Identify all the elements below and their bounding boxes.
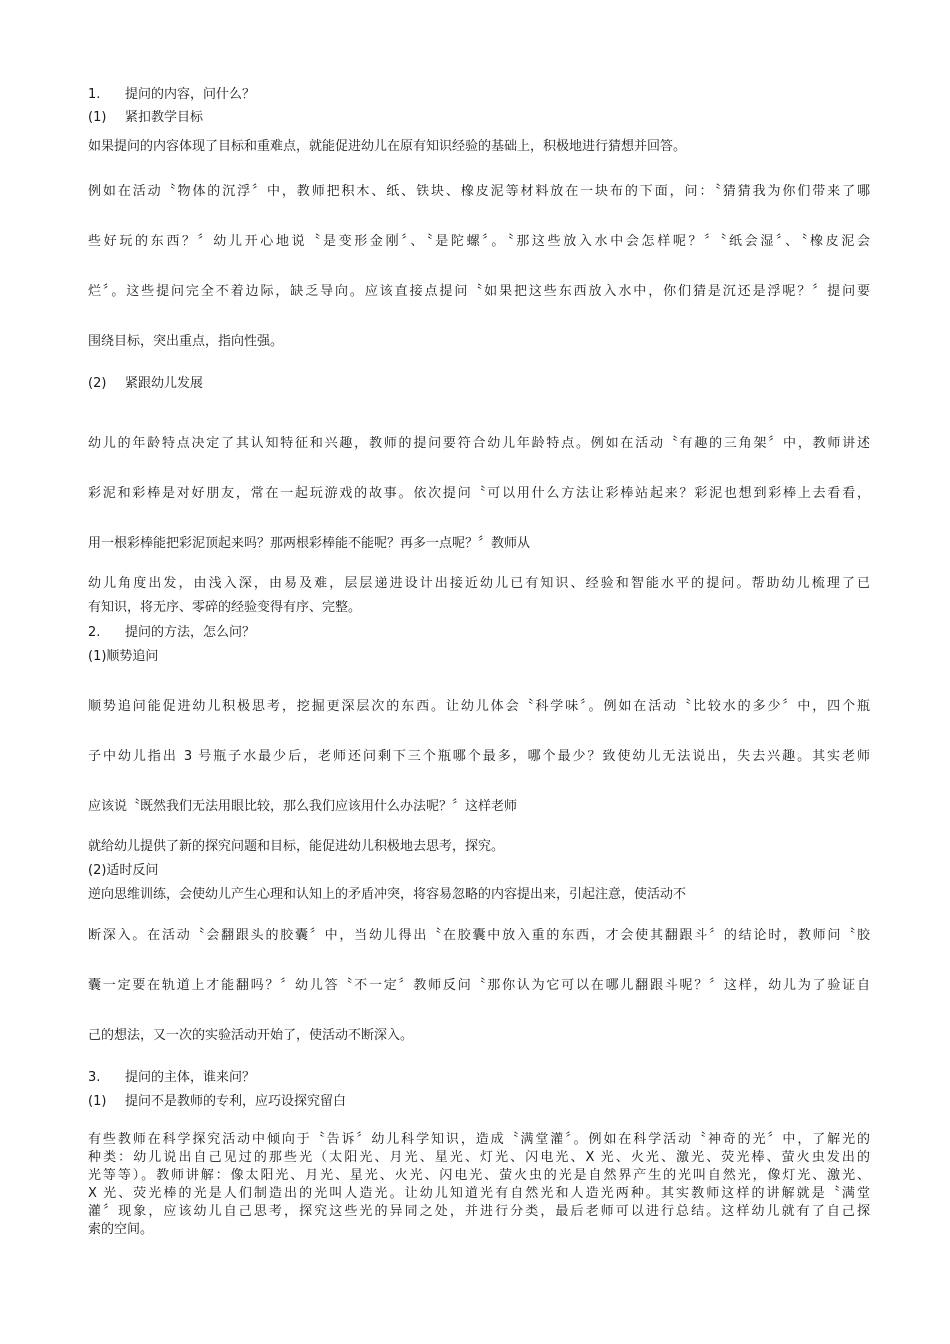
section-number: 1. [88, 87, 101, 102]
paragraph-line: 子中幼儿指出 3 号瓶子水最少后，老师还问剩下三个瓶哪个最多，哪个最少？致使幼儿无法说出，失去兴趣。其实老师 [88, 749, 870, 764]
subsection-title: 紧跟幼儿发展 [125, 376, 204, 391]
subsection-heading [88, 375, 203, 392]
paragraph-line: 幼儿的年龄特点决定了其认知特征和兴趣，教师的提问要符合幼儿年龄特点。例如在活动〝有趣的三角架〞中，教师讲述 [88, 436, 870, 451]
paragraph-line: 些好玩的东西？〞幼儿开心地说〝是变形金刚〞、〝是陀螺〞。〝那这些放入水中会怎样呢？〞〝纸会湿〞、〝橡皮泥会 [88, 234, 870, 249]
paragraph-line: 应该说〝既然我们无法用眼比较，那么我们应该用什么办法呢？〞这样老师 [88, 799, 518, 814]
paragraph-line: 索的空间。 [88, 1222, 154, 1237]
paragraph-line: 逆向思维训练，会使幼儿产生心理和认知上的矛盾冲突，将容易忽略的内容提出来，引起注意，使活动不 [88, 887, 687, 902]
subsection-title: 提问不是教师的专利，应巧设探究留白 [125, 1094, 347, 1109]
paragraph-line: 用一根彩棒能把彩泥顶起来吗？那两根彩棒能不能呢？再多一点呢？〞教师从 [88, 536, 531, 551]
section-heading-1 [88, 86, 255, 103]
paragraph-line: 囊一定要在轨道上才能翻吗？〞幼儿答〝不一定〞教师反问〝那你认为它可以在哪儿翻跟斗呢？〞这样，幼儿为了验证自 [88, 978, 870, 993]
paragraph-line: 种类：幼儿说出自己见过的那些光（太阳光、月光、星光、灯光、闪电光、X 光、火光、激光、荧光棒、萤火虫发出的 [88, 1150, 870, 1165]
paragraph-line: 己的想法，又一次的实验活动开始了，使活动不断深入。 [88, 1028, 414, 1043]
subsection-heading [88, 109, 203, 126]
paragraph-line: 灌〞现象，应该幼儿自己思考，探究这些光的异同之处，并进行分类，最后老师可以进行总结。这样幼儿就有了自己探 [88, 1204, 870, 1219]
paragraph-line: 顺势追问能促进幼儿积极思考，挖掘更深层次的东西。让幼儿体会〝科学味〞。例如在活动〝比较水的多少〞中，四个瓶 [88, 699, 870, 714]
subsection-heading: (2)适时反问 [88, 863, 159, 878]
section-number: 2. [88, 625, 101, 640]
subsection-number: (1) [88, 110, 107, 125]
paragraph-line: 例如在活动〝物体的沉浮〞中，教师把积木、纸、铁块、橡皮泥等材料放在一块布的下面，问：〝猜猜我为你们带来了哪 [88, 184, 870, 199]
subsection-title: 紧扣教学目标 [125, 110, 204, 125]
section-title: 提问的主体，谁来问？ [125, 1070, 256, 1085]
section-title: 提问的方法，怎么问？ [125, 625, 256, 640]
paragraph-line: 围绕目标，突出重点，指向性强。 [88, 334, 284, 349]
paragraph-line: 就给幼儿提供了新的探究问题和目标，能促进幼儿积极地去思考，探究。 [88, 839, 505, 854]
subsection-number: (2) [88, 376, 107, 391]
paragraph-line: 烂〞。这些提问完全不着边际，缺乏导向。应该直接点提问〝如果把这些东西放入水中，你们猜是沉还是浮呢？〞提问要 [88, 284, 870, 299]
paragraph-line: 有知识，将无序、零碎的经验变得有序、完整。 [88, 600, 362, 615]
section-number: 3. [88, 1070, 101, 1085]
subsection-heading [88, 1093, 346, 1110]
paragraph-line: 有些教师在科学探究活动中倾向于〝告诉〞幼儿科学知识，造成〝满堂灌〞。例如在科学活动〝神奇的光〞中，了解光的 [88, 1132, 870, 1147]
subsection-heading: (1)顺势追问 [88, 649, 159, 664]
paragraph-line: 幼儿角度出发，由浅入深，由易及难，层层递进设计出接近幼儿已有知识、经验和智能水平的提问。帮助幼儿梳理了已 [88, 576, 870, 591]
paragraph-line: 如果提问的内容体现了目标和重难点，就能促进幼儿在原有知识经验的基础上，积极地进行猜想并回答。 [88, 139, 687, 154]
paragraph-line: X 光、荧光棒的光是人们制造出的光叫人造光。让幼儿知道光有自然光和人造光两种。其实教师这样的讲解就是〝满堂 [88, 1186, 870, 1201]
paragraph-line: 彩泥和彩棒是对好朋友，常在一起玩游戏的故事。依次提问〝可以用什么方法让彩棒站起来？彩泥也想到彩棒上去看看， [88, 486, 870, 501]
paragraph-line: 光等等）。教师讲解：像太阳光、月光、星光、火光、闪电光、萤火虫的光是自然界产生的光叫自然光，像灯光、激光、 [88, 1168, 870, 1183]
paragraph-line: 断深入。在活动〝会翻跟头的胶囊〞中，当幼儿得出〝在胶囊中放入重的东西，才会使其翻跟斗〞的结论时，教师问〝胶 [88, 928, 870, 943]
section-heading-2 [88, 624, 255, 641]
subsection-number: (1) [88, 1094, 107, 1109]
section-title: 提问的内容，问什么？ [125, 87, 256, 102]
section-heading-3 [88, 1069, 255, 1086]
